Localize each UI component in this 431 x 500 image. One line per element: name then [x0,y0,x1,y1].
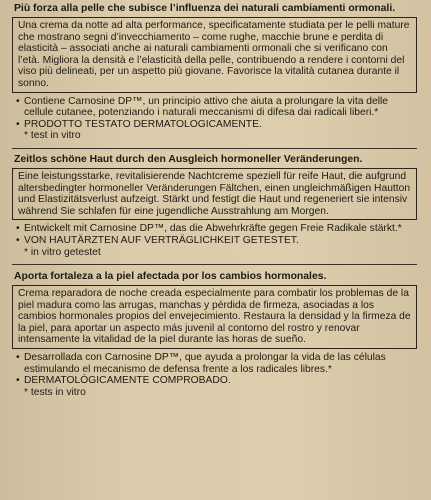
bullet-list-german [12,223,417,246]
footnote-spanish: * tests in vitro [24,386,86,398]
footnote-german: * in vitro getestet [24,246,101,258]
bullet-icon: • [16,223,20,235]
bullet-item [16,96,417,119]
bullet-list-italian [12,96,417,131]
bullet-text: Entwickelt mit Carnosine DP™, das die Abwehrkräfte gegen Freie Radikale stärkt.* [24,223,402,235]
bullet-text: PRODOTTO TESTATO DERMATOLOGICAMENTE. [24,118,262,130]
bullet-icon: • [16,95,20,107]
bullet-icon: • [16,234,20,246]
section-divider [12,148,417,149]
bullet-icon: • [16,118,20,130]
heading-spanish: Aporta fortaleza a la piel afectada por los cambios hormonales. [14,271,327,283]
bullet-icon: • [16,375,20,387]
bullet-text: Desarrollada con Carnosine DP™, que ayuda a prolongar la vida de las células estimulando el mecanismo de defensa frente a los radicales libres.* [24,352,386,375]
footnote-italian: * test in vitro [24,130,81,142]
bullet-item [16,235,417,247]
section-divider [12,264,417,265]
bullet-icon: • [16,352,20,364]
description-box-spanish: Crema reparadora de noche creada especialmente para combatir los problemas de la piel madura como las arrugas, manchas y pérdida de firmeza, asociadas a los cambios hormonales propios del envejecimiento. Restaura la densidad y la firmeza de la piel, para aportar un aspecto más juvenil al contorno del rostro y renovar intensamente la vitalidad de la piel durante las horas de sueño. [12,285,417,349]
bullet-list-spanish [12,352,417,387]
bullet-item [16,119,417,131]
section-italian [12,3,417,142]
bullet-text: Contiene Carnosine DP™, un principio attivo che aiuta a prolungare la vita delle cellule cutanee, potenziando i naturali meccanismi di difesa dai radicali liberi.* [24,95,389,119]
bullet-item [16,352,417,375]
bullet-text: VON HAUTÄRZTEN AUF VERTRÄGLICHKEIT GETESTET. [24,234,299,246]
heading-italian: Più forza alla pelle che subisce l’influenza dei naturali cambiamenti ormonali. [14,3,396,14]
section-german [12,154,417,258]
description-box-german: Eine leistungsstarke, revitalisierende Nachtcreme speziell für reife Haut, die aufgrund altersbedingter hormoneller Veränderungen Fältchen, einen ungleichmäßigen Hautton und Elastizitätsverlust aufzeigt. Stärkt und festigt die Haut und regeneriert sie intensiv während Sie schlafen für eine jugendliche Ausstrahlung am Morgen. [12,168,417,220]
section-spanish [12,271,417,398]
heading-german: Zeitlos schöne Haut durch den Ausgleich hormoneller Veränderungen. [14,153,363,165]
bullet-item [16,375,417,387]
description-box-italian: Una crema da notte ad alta performance, specificatamente studiata per le pelli mature che mostrano segni d’invecchiamento – come rughe, macchie brune e perdita di elasticità – associati anche ai naturali cambiamenti ormonali che si verificano con l’età. Migliora la densità e l’elasticità della pelle, contribuendo a rendere i contorni del viso più delineati, per un aspetto più giovane. Favorisce la vitalità cutanea durante il sonno. [12,17,417,93]
bullet-text: DERMATOLÓGICAMENTE COMPROBADO. [24,375,231,387]
bullet-item [16,223,417,235]
